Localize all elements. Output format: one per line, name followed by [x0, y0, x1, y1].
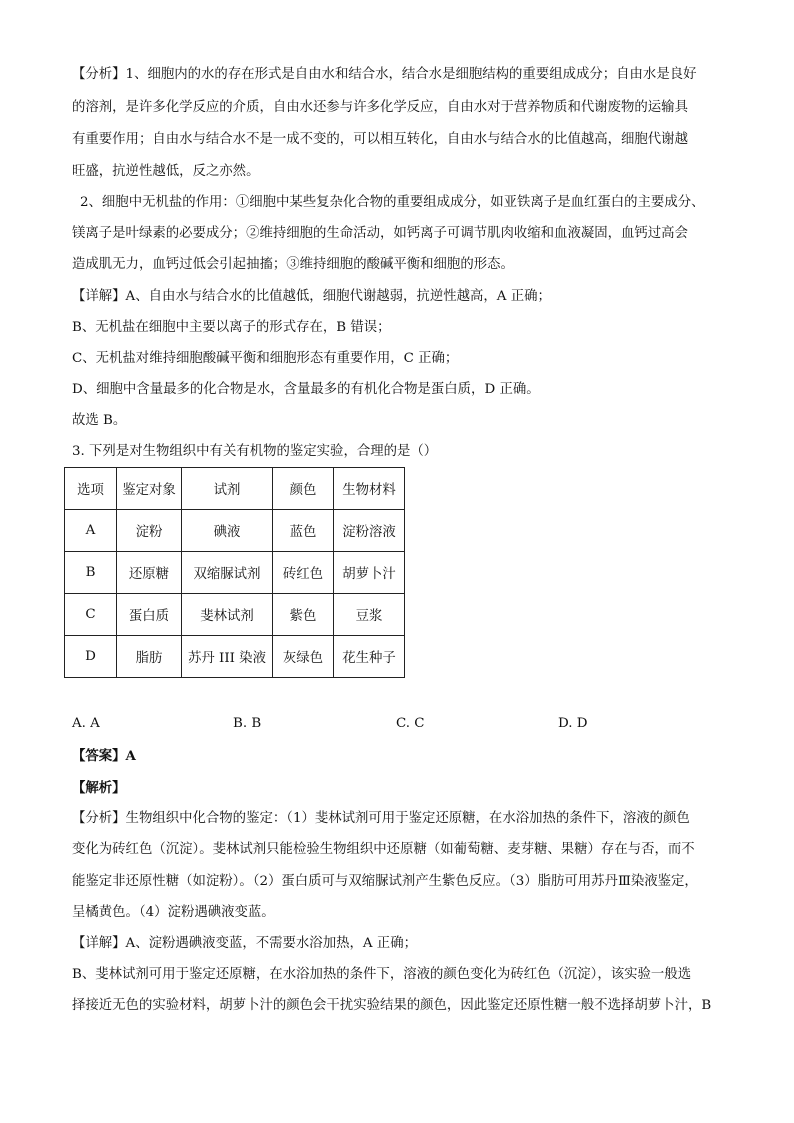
analysis2-line-1: 【分析】生物组织中化合物的鉴定：（1）斐林试剂可用于鉴定还原糖，在水浴加热的条件下，溶液的颜色: [72, 811, 690, 826]
table-cell: B: [65, 552, 117, 594]
analysis1-line-7: 造成肌无力，血钙过低会引起抽搐；③维持细胞的酸碱平衡和细胞的形态。: [72, 257, 514, 272]
detail1-conclusion: 故选 B。: [72, 413, 127, 428]
option-a: A. A: [72, 716, 100, 731]
table-header-cell: 生物材料: [334, 468, 405, 510]
table-cell: 还原糖: [117, 552, 182, 594]
analysis2-line-4: 呈橘黄色。（4）淀粉遇碘液变蓝。: [72, 905, 275, 920]
option-d: D. D: [558, 716, 588, 731]
table-row: [65, 636, 405, 678]
table-header-cell: 选项: [65, 468, 117, 510]
question3-stem: 3. 下列是对生物组织中有关有机物的鉴定实验，合理的是（）: [72, 444, 438, 459]
table-cell: 花生种子: [334, 636, 405, 678]
detail2-line-3: 择接近无色的实验材料，胡萝卜汁的颜色会干扰实验结果的颜色，因此鉴定还原性糖一般不选择胡萝卜汁，B: [72, 998, 712, 1013]
table-row: [65, 510, 405, 552]
table-cell: 灰绿色: [273, 636, 334, 678]
table-header-cell: 颜色: [273, 468, 334, 510]
detail1-line-1: 【详解】A、自由水与结合水的比值越低，细胞代谢越弱，抗逆性越高，A 正确；: [72, 289, 551, 304]
table-cell: 紫色: [273, 594, 334, 636]
answer-options: [0, 716, 794, 736]
answer-label: 【答案】A: [72, 748, 136, 764]
table-cell: A: [65, 510, 117, 552]
table-cell: 淀粉溶液: [334, 510, 405, 552]
explain-heading: 【解析】: [72, 780, 126, 796]
option-b: B. B: [233, 716, 262, 731]
table-header-cell: 鉴定对象: [117, 468, 182, 510]
analysis2-line-2: 变化为砖红色（沉淀）。斐林试剂只能检验生物组织中还原糖（如葡萄糖、麦芽糖、果糖）存在与否，而不: [72, 842, 695, 857]
analysis1-line-2: 的溶剂，是许多化学反应的介质，自由水还参与许多化学反应，自由水对于营养物质和代谢废物的运输具: [72, 100, 688, 115]
analysis1-line-4: 旺盛，抗逆性越低，反之亦然。: [72, 164, 260, 179]
table-row: [65, 594, 405, 636]
table-cell: 淀粉: [117, 510, 182, 552]
option-c: C. C: [396, 716, 425, 731]
table-cell: 脂肪: [117, 636, 182, 678]
analysis1-line-5: 2、细胞中无机盐的作用：①细胞中某些复杂化合物的重要组成成分，如亚铁离子是血红蛋白的主要成分、: [80, 195, 705, 210]
table-cell: 碘液: [182, 510, 273, 552]
table-cell: 蓝色: [273, 510, 334, 552]
table-cell: 苏丹 III 染液: [182, 636, 273, 678]
table-cell: 胡萝卜汁: [334, 552, 405, 594]
analysis1-line-1: 【分析】1、细胞内的水的存在形式是自由水和结合水，结合水是细胞结构的重要组成成分；自由水是良好: [72, 67, 697, 82]
analysis1-line-3: 有重要作用；自由水与结合水不是一成不变的，可以相互转化，自由水与结合水的比值越高，细胞代谢越: [72, 132, 688, 147]
table-cell: 砖红色: [273, 552, 334, 594]
table-row: [65, 552, 405, 594]
table-cell: C: [65, 594, 117, 636]
table-cell: 豆浆: [334, 594, 405, 636]
detail1-line-3: C、无机盐对维持细胞酸碱平衡和细胞形态有重要作用，C 正确；: [72, 351, 459, 366]
table-cell: D: [65, 636, 117, 678]
detail1-line-2: B、无机盐在细胞中主要以离子的形式存在，B 错误；: [72, 320, 391, 335]
question3-table: [64, 467, 405, 678]
table-cell: 双缩脲试剂: [182, 552, 273, 594]
analysis1-line-6: 镁离子是叶绿素的必要成分；②维持细胞的生命活动，如钙离子可调节肌肉收缩和血液凝固，血钙过高会: [72, 226, 688, 241]
table-cell: 斐林试剂: [182, 594, 273, 636]
detail1-line-4: D、细胞中含量最多的化合物是水，含量最多的有机化合物是蛋白质，D 正确。: [72, 382, 540, 397]
table-header-row: [65, 468, 405, 510]
analysis2-line-3: 能鉴定非还原性糖（如淀粉）。（2）蛋白质可与双缩脲试剂产生紫色反应。（3）脂肪可用苏丹Ⅲ染液鉴定，: [72, 874, 698, 889]
table-header-cell: 试剂: [182, 468, 273, 510]
table-cell: 蛋白质: [117, 594, 182, 636]
detail2-line-1: 【详解】A、淀粉遇碘液变蓝，不需要水浴加热，A 正确；: [72, 936, 417, 951]
detail2-line-2: B、斐林试剂可用于鉴定还原糖，在水浴加热的条件下，溶液的颜色变化为砖红色（沉淀），该实验一般选: [72, 967, 692, 982]
